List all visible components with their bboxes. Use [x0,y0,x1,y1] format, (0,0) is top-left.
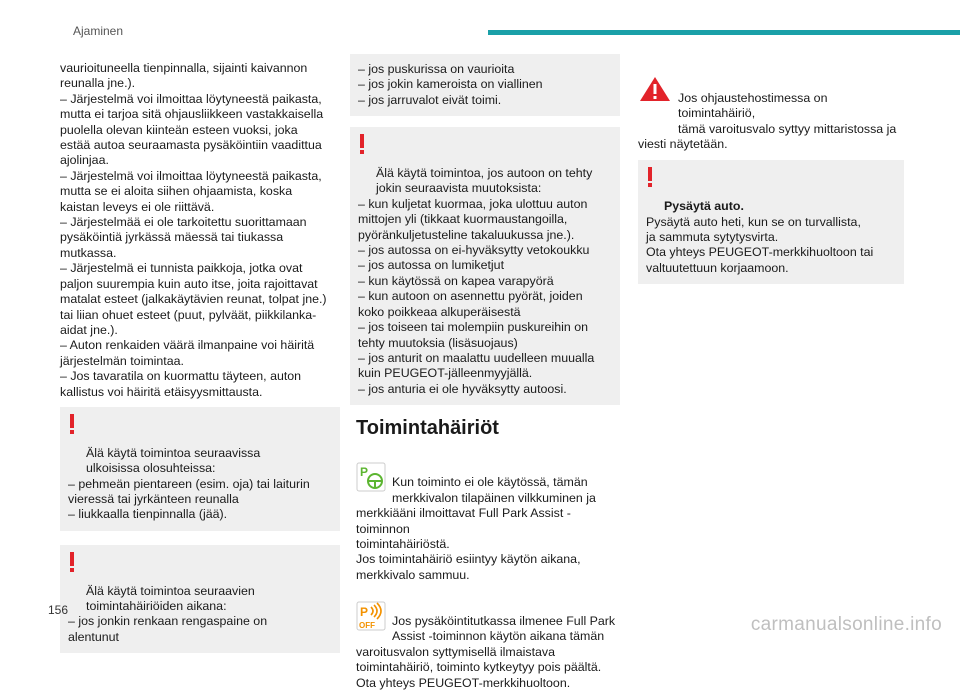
malfunctions-continued-list: – jos puskurissa on vaurioita – jos jokin kameroista on viallinen – jos jarruvalot eivät toimi. [358,62,543,107]
warning-box-conditions [60,407,340,531]
off-label: OFF [359,620,375,630]
fault-sensor-text: varoitusvalon syttymisellä ilmaistava toimintahäiriö, toiminto kytkeytyy pois päältä. Ota yhteys PEUGEOT-merkkihuoltoon. [356,644,602,690]
watermark: carmanualsonline.info [750,614,942,635]
malfunctions-continued-box [350,54,620,116]
warning-box-modifications-intro: Älä käytä toimintoa, jos autoon on tehty jokin seuraavista muutoksista: [376,166,593,196]
warning-box-modifications [350,127,620,405]
left-column [60,61,340,653]
warning-box-malfunctions [60,545,340,653]
fault-park-assist-text: merkkiääni ilmoittavat Full Park Assist -toiminnon toimintahäiriöstä. Jos toimintahäiriö esiintyy käytön aikana, merkkivalo sammuu. [356,506,581,582]
warning-box-conditions-list: – pehmeän pientareen (esim. oja) tai laiturin vieressä tai jyrkänteen reunalla – liukkaalla tienpinnalla (jää). [68,476,310,522]
page-number: 156 [48,603,69,617]
middle-column [350,54,620,691]
steering-fault-text: viesti näytetään. [638,137,728,152]
header-accent-bar [488,30,960,35]
svg-text:P: P [360,604,369,619]
warning-exclamation-icon [646,167,654,187]
section-title: Ajaminen [73,24,124,38]
fault-sensor-intro: Jos pysäköintitutkassa ilmenee Full Park Assist -toiminnon käytön aikana tämän [392,614,616,644]
stop-vehicle-title: Pysäytä auto. [664,199,744,214]
warning-triangle-icon [638,60,672,108]
section-heading: Toimintahäiriöt [356,417,499,440]
fault-park-assist [350,445,620,691]
warning-exclamation-icon [68,552,76,572]
warning-box-modifications-list: – kun kuljetat kuormaa, joka ulottuu auton mittojen yli (tikkaat kuormaustangoilla, pyöränkuljetusteline takaluukussa jne.). – jos autossa on ei-hyväksytty vetokoukku – jos autossa on lumiketjut – kun käytössä on kapea varapyörä – kun autoon on asennettu pyörät, joiden koko poikkeaa alkuperäisestä – jos toiseen tai molempiin puskureihin on tehty muutoksia (lisäsuojaus) – jos anturit on maalattu uudelleen muualla kuin PEUGEOT-jälleenmyyjällä. – jos anturia ei ole hyväksytty autoosi. [358,196,595,396]
warning-box-malfunctions-list: – jos jonkin renkaan rengaspaine on alentunut [68,614,268,644]
right-column [638,60,904,284]
park-assist-warning-icon [356,447,386,477]
steering-fault-intro: Jos ohjaustehostimessa on toimintahäiriö, tämä varoitusvalo syttyy mittaristossa ja [678,90,897,136]
svg-text:P: P [360,464,369,479]
stop-vehicle-text: Pysäytä auto heti, kun se on turvallista, ja sammuta sytytysvirta. Ota yhteys PEUGEOT-merkkihuoltoon tai valtuutettuun korjaamoon. [646,214,874,275]
left-paragraph: vaurioituneella tienpinnalla, sijainti kaivannon reunalla jne.). – Järjestelmä voi ilmoittaa löytyneestä paikasta, mutta ei tarjoa sitä ohjausliikkeen vastakkaisella puolella olevan kiinteän esteen vuoksi, joka estää autoa seuraamasta pysäköintiin vaadittua ajolinjaa. – Järjestelmä voi ilmoittaa löytyneestä paikasta, mutta se ei aloita siihen ohjaamista, koska kaistan leveys ei ole riittävä. – Järjestelmää ei ole tarkoitettu suorittamaan pysäköintiä jyrkässä mäessä tai tiukassa mutkassa. – Järjestelmä ei tunnista paikkoja, jotka ovat paljon suurempia kuin auto itse, joita rajoittavat matalat esteet (jalkakäytävien reunat, tolpat jne.) tai liian ohuet esteet (puut, pylväät, piikkilanka- aidat jne.). – Auton renkaiden väärä ilmanpaine voi häiritä järjestelmän toimintaa. – Jos tavaratila on kuormattu täyteen, auton kallistus voi häiritä etäisyysmittausta. [60,61,327,399]
parking-sensor-off-icon [356,585,386,630]
stop-vehicle-box [638,160,904,284]
warning-exclamation-icon [68,414,76,434]
fault-park-assist-intro: Kun toiminto ei ole käytössä, tämän merkkivalon tilapäinen vilkkuminen ja [392,475,596,505]
warning-box-conditions-intro: Älä käytä toimintoa seuraavissa ulkoisissa olosuhteissa: [86,445,261,476]
warning-box-malfunctions-intro: Älä käytä toimintoa seuraavien toimintahäiriöiden aikana: [86,583,255,613]
warning-exclamation-icon [358,134,366,154]
